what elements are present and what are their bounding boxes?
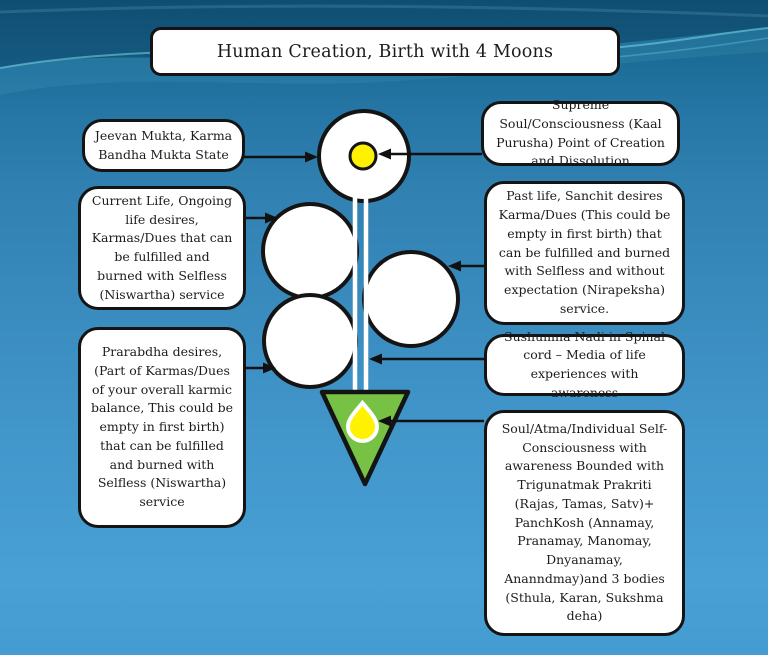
arrow-pastlife-to-circle <box>448 261 484 272</box>
textbox-prarabdha-text: Prarabdha desires, (Part of Karmas/Dues of your overall karmic balance, This could be empty in first birth) that can be fulfilled and burned with Selfless (Niswartha) service <box>90 344 234 510</box>
textbox-past-life-text: Past life, Sanchit desires Karma/Dues (This could be empty in first birth) that can be fulfilled and burned with Selfless and without expectation (Nirapeksha) service. <box>498 188 671 316</box>
textbox-current-life-text: Current Life, Ongoing life desires, Karmas/Dues that can be fulfilled and burned with Selfless (Niswartha) service <box>91 192 233 302</box>
textbox-sushumna-nadi-text: Sushumna Nadi in Spinal cord – Media of life experiences with awareness <box>504 328 665 400</box>
textbox-prarabdha <box>78 327 246 528</box>
textbox-supreme-soul <box>481 97 680 169</box>
textbox-jeevan-mukta <box>82 119 245 172</box>
textbox-sushumna-nadi <box>484 328 685 400</box>
textbox-past-life <box>484 181 685 325</box>
slide-title <box>150 27 620 76</box>
textbox-soul-atma <box>484 410 685 636</box>
textbox-soul-atma-text: Soul/Atma/Individual Self-Consciousness with awareness Bounded with Trigunatmak Prakriti (Rajas, Tamas, Satv)+ PanchKosh (Annamay, Pranamay, Manomay, Dnyanamay, Ananndmay)and 3 bodies (Sthula, Karan, Sukshma deha) <box>501 420 668 624</box>
sanchit-circle <box>364 252 458 346</box>
creation-point-dot <box>350 143 376 169</box>
slide-title-text: Human Creation, Birth with 4 Moons <box>216 41 554 62</box>
arrow-sushumna-to-nadi <box>369 354 484 365</box>
textbox-jeevan-mukta-text: Jeevan Mukta, Karma Bandha Mukta State <box>94 127 233 162</box>
arrow-jeevan-to-top-circle <box>244 152 318 163</box>
prarabdha-circle <box>264 295 356 387</box>
textbox-current-life <box>78 186 246 310</box>
textbox-supreme-soul-text: Supreme Soul/Consciousness (Kaal Purusha) Point of Creation and Dissolution <box>496 97 665 169</box>
